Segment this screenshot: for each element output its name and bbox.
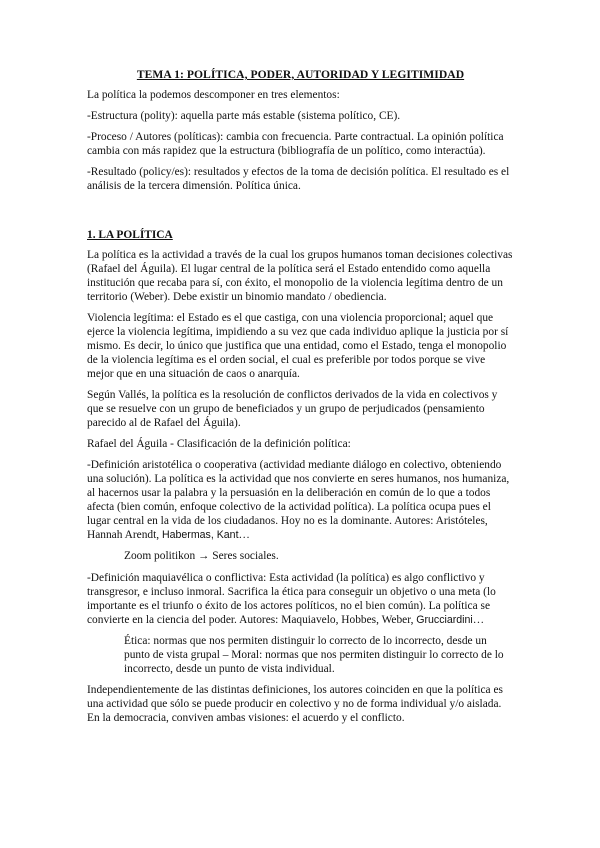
section-heading-la-politica: 1. LA POLÍTICA: [87, 229, 173, 241]
intro-paragraph-structure: -Estructura (polity): aquella parte más estable (sistema político, CE).: [87, 110, 401, 122]
document-title: TEMA 1: POLÍTICA, PODER, AUTORIDAD Y LEGITIMIDAD: [136, 68, 465, 81]
machiavellian-text: -Definición maquiavélica o conflictiva: Esta actividad (la política) es algo conflictivo y transgresor, e incluso inmoral. Sacrifica la ética para conseguir un objetivo o una meta (lo importante es el triunfo o éxito de los actores políticos, no el bien común). La política se convierte en la ciencia del poder. Autores: Maquiavelo, Hobbes, Weber,: [87, 572, 496, 626]
ethics-moral-paragraph: Ética: normas que nos permiten distinguir lo correcto de lo incorrecto, desde un punto de vista grupal – Moral: normas que nos permiten distinguir lo correcto de lo incorrecto, desde un punto de vista individual.: [124, 635, 504, 675]
section-spacer: [87, 200, 514, 228]
section-paragraph-legitimate-violence: Violencia legítima: el Estado es el que castiga, con una violencia proporcional; aquel que ejerce la violencia legítima, impidiendo a su vez que cada individuo aplique la justicia por sí mismo. Es decir, lo único que justifica que una entidad, como el Estado, tenga el monopolio de la violencia legítima es el orden social, el cual es preferible por todos porque se vive mejor que en una situación de caos o anarquía.: [87, 312, 509, 380]
section-paragraph-definition: La política es la actividad a través de la cual los grupos humanos toman decisiones colectivas (Rafael del Águila). El lugar central de la política será el Estado entendido como aquella institución que recaba para sí, con éxito, el monopolio de la violencia legítima dentro de un territorio (Weber). Debe existir un binomio mandato / obediencia.: [87, 249, 513, 303]
section-paragraph-aristotelian: [87, 458, 514, 542]
machiavellian-author-sans: Grucciardini: [416, 614, 473, 626]
machiavellian-ellipsis: …: [472, 614, 485, 626]
intro-paragraph-1: La política la podemos descomponer en tres elementos:: [87, 89, 340, 101]
section-paragraph-machiavellian: [87, 571, 514, 627]
zoom-politikon-line: Zoom politikon → Seres sociales.: [124, 550, 279, 562]
section-paragraph-classification: Rafael del Águila - Clasificación de la definición política:: [87, 438, 351, 450]
section-paragraph-valles: Según Vallés, la política es la resolución de conflictos derivados de la vida en colectivos y que se resuelve con un grupo de beneficiados y un grupo de perjudicados (pensamiento parecido al de Rafael del Águila).: [87, 389, 498, 429]
intro-paragraph-process: -Proceso / Autores (políticas): cambia con frecuencia. Parte contractual. La opinión política cambia con más rapidez que la estructura (bibliografía de un político, como interactúa).: [87, 131, 504, 157]
intro-paragraph-result: -Resultado (policy/es): resultados y efectos de la toma de decisión política. El resultado es el análisis de la tercera dimensión. Política única.: [87, 166, 510, 192]
aristotelian-authors-sans: Habermas, Kant: [161, 529, 239, 541]
aristotelian-ellipsis: …: [238, 529, 250, 541]
aristotelian-text: -Definición aristotélica o cooperativa (actividad mediante diálogo en colectivo, obteniendo una solución). La política es la actividad que nos convierte en seres humanos, nos humaniza, al hacernos usar la palabra y la persuasión en la deliberación en común de lo que a todos afecta (bien común, enfoque colectivo de la actividad política). La política ocupa pues el lugar central en la vida de los ciudadanos. Hoy no es la dominante. Autores: Aristóteles, Hannah Arendt,: [87, 459, 510, 541]
section-paragraph-conclusion: Independientemente de las distintas definiciones, los autores coinciden en que la política es una actividad que sólo se puede producir en colectivo y no de forma individual y/o aislada. En la democracia, conviven ambas visiones: el acuerdo y el conflicto.: [87, 684, 503, 724]
